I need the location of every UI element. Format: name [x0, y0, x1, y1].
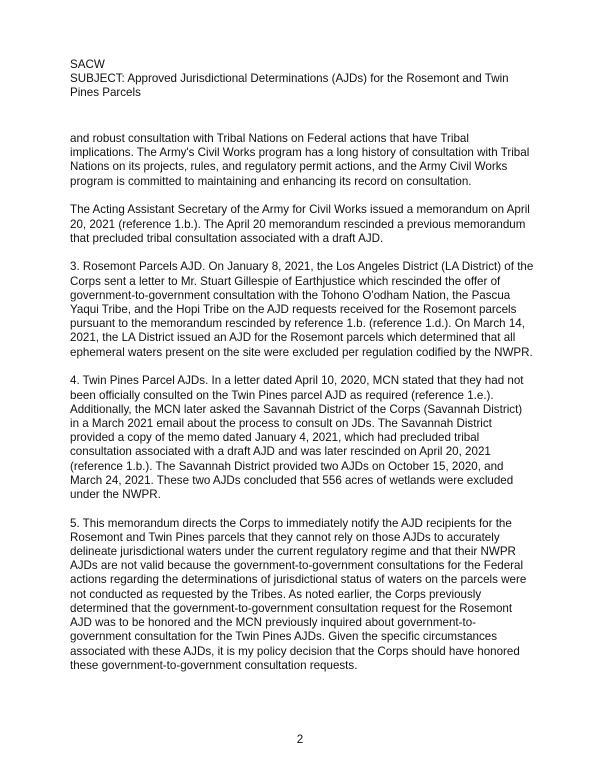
paragraph-rosemont-ajd: 3. Rosemont Parcels AJD. On January 8, 2021, the Los Angeles District (LA District) of the Corps sent a letter to Mr. Stuart Gillespie of Earthjustice which rescinded the offer of government-to-government consultation with the Tohono O'odham Nation, the Pascua Yaqui Tribe, and the Hopi Tribe on the AJD requests received for the Rosemont parcels pursuant to the memorandum rescinded by reference 1.b. (reference 1.d.). On March 14, 2021, the LA District issued an AJD for the Rosemont parcels which determined that all ephemeral waters present on the site were excluded per regulation codified by the NWPR.	[70, 260, 534, 359]
page-number: 2	[296, 733, 304, 746]
subject-line: SUBJECT: Approved Jurisdictional Determinations (AJDs) for the Rosemont and Twin Pines Parcels	[70, 72, 509, 99]
office-symbol: SACW	[70, 58, 105, 71]
memo-body	[70, 132, 534, 673]
paragraph-april-memorandum: The Acting Assistant Secretary of the Army for Civil Works issued a memorandum on April 20, 2021 (reference 1.b.). The April 20 memorandum rescinded a previous memorandum that precluded tribal consultation associated with a draft AJD.	[70, 203, 530, 245]
paragraph-directive: 5. This memorandum directs the Corps to immediately notify the AJD recipients for the Rosemont and Twin Pines parcels that they cannot rely on those AJDs to accurately delineate jurisdictional waters under the current regulatory regime and that their NWPR AJDs are not valid because the government-to-government consultations for the Federal actions regarding the determinations of jurisdictional status of waters on the parcels were not conducted as requested by the Tribes. As noted earlier, the Corps previously determined that the government-to-government consultation request for the Rosemont AJD was to be honored and the MCN previously inquired about government-to-government consultation for the Twin Pines AJDs. Given the specific circumstances associated with these AJDs, it is my policy decision that the Corps should have honored these government-to-government consultation requests.	[70, 516, 527, 672]
paragraph-consultation-continued: and robust consultation with Tribal Nations on Federal actions that have Tribal implications. The Army's Civil Works program has a long history of consultation with Tribal Nations on its projects, rules, and regulatory permit actions, and the Army Civil Works program is committed to maintaining and enhancing its record on consultation.	[70, 132, 530, 188]
memo-header	[70, 58, 534, 100]
paragraph-twin-pines-ajds: 4. Twin Pines Parcel AJDs. In a letter dated April 10, 2020, MCN stated that they had not been officially consulted on the Twin Pines parcel AJD as required (reference 1.e.). Additionally, the MCN later asked the Savannah District of the Corps (Savannah District) in a March 2021 email about the process to consult on JDs. The Savannah District provided a copy of the memo dated January 4, 2021, which had precluded tribal consultation associated with a draft AJD and was later rescinded on April 20, 2021 (reference 1.b.). The Savannah District provided two AJDs on October 15, 2020, and March 24, 2021. These two AJDs concluded that 556 acres of wetlands were excluded under the NWPR.	[70, 374, 524, 501]
